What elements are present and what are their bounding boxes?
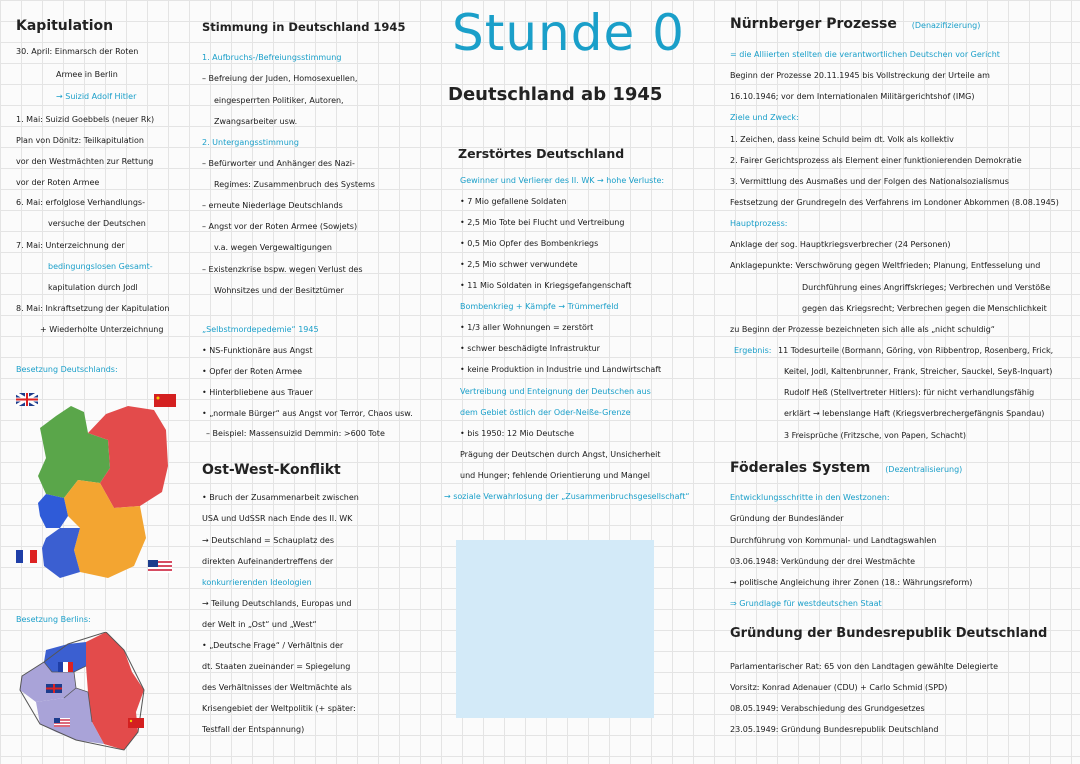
text-line: direkten Aufeinandertreffens der (202, 557, 334, 566)
text-line: des Verhältnisses der Weltmächte als (202, 683, 352, 692)
text-line: Festsetzung der Grundregeln des Verfahrens im Londoner Abkommen (8.08.1945) (730, 198, 1059, 207)
column-center (440, 0, 720, 764)
text-line: 03.06.1948: Verkündung der drei Westmächte (730, 557, 916, 566)
text-line: v.a. wegen Vergewaltigungen (214, 243, 332, 252)
text-line: – Befreiung der Juden, Homosexuellen, (202, 74, 358, 83)
text-line: 08.05.1949: Verabschiedung des Grundgesetzes (730, 704, 925, 713)
text-line: Anklagepunkte: Verschwörung gegen Weltfrieden; Planung, Entfesselung und (730, 261, 1041, 270)
text-line: • Bruch der Zusammenarbeit zwischen (202, 493, 359, 502)
text-line: Plan von Dönitz: Teilkapitulation (16, 136, 144, 145)
section-title-stimmung: Stimmung in Deutschland 1945 (202, 20, 406, 34)
occupation-germany-label: Besetzung Deutschlands: (16, 365, 118, 374)
text-line: bedingungslosen Gesamt- (48, 262, 153, 271)
text-line: Krisengebiet der Weltpolitik (+ später: (202, 704, 356, 713)
text-line: dt. Staaten zueinander = Spiegelung (202, 662, 351, 671)
section-title-ost-west: Ost-West-Konflikt (202, 462, 341, 478)
text-line: Vorsitz: Konrad Adenauer (CDU) + Carlo Schmid (SPD) (730, 683, 948, 692)
text-line: gegen das Kriegsrecht; Verbrechen gegen die Menschlichkeit (802, 304, 1047, 313)
text-line: → Suizid Adolf Hitler (56, 92, 137, 101)
text-line: → politische Angleichung ihrer Zonen (18.: Währungsreform) (730, 578, 973, 587)
text-line: • Opfer der Roten Armee (202, 367, 303, 376)
text-line: → Teilung Deutschlands, Europas und (202, 599, 352, 608)
text-line: Durchführung von Kommunal- und Landtagswahlen (730, 536, 937, 545)
text-line: Anklage der sog. Hauptkriegsverbrecher (24 Personen) (730, 240, 951, 249)
page-subtitle: Deutschland ab 1945 (448, 84, 663, 105)
text-line: dem Gebiet östlich der Oder-Neiße-Grenze (460, 408, 631, 417)
text-line: – erneute Niederlage Deutschlands (202, 201, 343, 210)
text-line: Keitel, Jodl, Kaltenbrunner, Frank, Streicher, Sauckel, Seyß-Inquart) (784, 367, 1053, 376)
text-line: „Selbstmordepedemie“ 1945 (202, 325, 319, 334)
image-placeholder (456, 540, 654, 718)
foederal-title-text: Föderales System (730, 460, 871, 476)
text-line: konkurrierenden Ideologien (202, 578, 312, 587)
column-prozesse (730, 0, 1075, 764)
flag-france-icon (16, 550, 37, 563)
text-line: Ziele und Zweck: (730, 113, 799, 122)
text-line: Beginn der Prozesse 20.11.1945 bis Vollstreckung der Urteile am (730, 71, 990, 80)
text-line: Wohnsitzes und der Besitztümer (214, 286, 344, 295)
text-line: 16.10.1946; vor dem Internationalen Militärgerichtshof (IMG) (730, 92, 975, 101)
text-line: 7. Mai: Unterzeichnung der (16, 241, 125, 250)
text-line: + Wiederholte Unterzeichnung (40, 325, 164, 334)
french-zone (38, 494, 68, 528)
text-line: 11 Todesurteile (Bormann, Göring, von Ribbentrop, Rosenberg, Frick, (778, 346, 1054, 355)
text-line: = die Alliierten stellten die verantwortlichen Deutschen vor Gericht (730, 50, 1000, 59)
text-line: – Angst vor der Roten Armee (Sowjets) (202, 222, 358, 231)
text-line: • bis 1950: 12 Mio Deutsche (460, 429, 575, 438)
text-line: • 11 Mio Soldaten in Kriegsgefangenschaft (460, 281, 632, 290)
text-line: → soziale Verwahrlosung der „Zusammenbruchsgesellschaft“ (444, 492, 690, 501)
text-line: • 2,5 Mio Tote bei Flucht und Vertreibung (460, 218, 625, 227)
text-line: Entwicklungsschritte in den Westzonen: (730, 493, 890, 502)
text-line: ⇒ Grundlage für westdeutschen Staat (730, 599, 882, 608)
text-line: • Hinterbliebene aus Trauer (202, 388, 313, 397)
text-line: 1. Zeichen, dass keine Schuld beim dt. Volk als kollektiv (730, 135, 954, 144)
text-line: Prägung der Deutschen durch Angst, Unsicherheit (460, 450, 661, 459)
text-line: • 7 Mio gefallene Soldaten (460, 197, 567, 206)
section-title-zerstoert: Zerstörtes Deutschland (458, 146, 625, 161)
section-title-foederal (730, 460, 962, 476)
berlin-flag-usa-icon (54, 718, 70, 727)
text-line: Rudolf Heß (Stellvertreter Hitlers): für nicht verhandlungsfähig (784, 388, 1035, 397)
text-line: 2. Untergangsstimmung (202, 138, 299, 147)
text-line: • 1/3 aller Wohnungen = zerstört (460, 323, 594, 332)
text-line: USA und UdSSR nach Ende des II. WK (202, 514, 353, 523)
column-stimmung (202, 0, 432, 764)
text-line: Hauptprozess: (730, 219, 788, 228)
text-line: vor der Roten Armee (16, 178, 100, 187)
text-line: • schwer beschädigte Infrastruktur (460, 344, 600, 353)
text-line: Zwangsarbeiter usw. (214, 117, 298, 126)
text-line: • „Deutsche Frage“ / Verhältnis der (202, 641, 344, 650)
nuernberg-title-text: Nürnberger Prozesse (730, 16, 897, 32)
text-line: zu Beginn der Prozesse bezeichneten sich alle als „nicht schuldig“ (730, 325, 995, 334)
flag-uk-icon (16, 393, 38, 406)
text-line: versuche der Deutschen (48, 219, 146, 228)
nuernberg-title-note: (Denazifizierung) (911, 21, 981, 30)
french-zone-south (42, 528, 80, 578)
text-line: 1. Aufbruchs-/Befreiungsstimmung (202, 53, 342, 62)
occupation-berlin-label: Besetzung Berlins: (16, 615, 91, 624)
text-line: kapitulation durch Jodl (48, 283, 138, 292)
text-line: → Deutschland = Schauplatz des (202, 536, 335, 545)
section-title-nuernberg (730, 16, 980, 32)
text-line: • 2,5 Mio schwer verwundete (460, 260, 578, 269)
text-line: – Existenzkrise bspw. wegen Verlust des (202, 265, 363, 274)
text-line: Gewinner und Verlierer des II. WK → hohe Verluste: (460, 176, 665, 185)
text-line: • NS-Funktionäre aus Angst (202, 346, 313, 355)
text-line: Ergebnis: (734, 346, 772, 355)
germany-occupation-map (16, 388, 186, 588)
text-line: Durchführung eines Angriffskrieges; Verbrechen und Verstöße (802, 283, 1051, 292)
text-line: Vertreibung und Enteignung der Deutschen aus (460, 387, 651, 396)
text-line: 23.05.1949: Gründung Bundesrepublik Deutschland (730, 725, 939, 734)
text-line: 3 Freisprüche (Fritzsche, von Papen, Schacht) (784, 431, 967, 440)
text-line: 2. Fairer Gerichtsprozess als Element einer funktionierenden Demokratie (730, 156, 1022, 165)
berlin-flag-france-icon (58, 662, 73, 672)
text-line: eingesperrten Politiker, Autoren, (214, 96, 344, 105)
text-line: 1. Mai: Suizid Goebbels (neuer Rk) (16, 115, 155, 124)
text-line: 8. Mai: Inkraftsetzung der Kapitulation (16, 304, 170, 313)
section-title-kapitulation: Kapitulation (16, 18, 114, 34)
page-title: Stunde 0 (452, 4, 685, 62)
text-line: • „normale Bürger“ aus Angst vor Terror, Chaos usw. (202, 409, 413, 418)
flag-usa-icon (148, 560, 172, 573)
column-kapitulation (16, 0, 196, 764)
text-line: der Welt in „Ost“ und „West“ (202, 620, 317, 629)
text-line: erklärt → lebenslange Haft (Kriegsverbrechergefängnis Spandau) (784, 409, 1045, 418)
text-line: Regimes: Zusammenbruch des Systems (214, 180, 375, 189)
text-line: 30. April: Einmarsch der Roten (16, 47, 139, 56)
text-line: • 0,5 Mio Opfer des Bombenkriegs (460, 239, 599, 248)
text-line: Parlamentarischer Rat: 65 von den Landtagen gewählte Delegierte (730, 662, 999, 671)
flag-ussr-icon (154, 394, 176, 407)
text-line: Gründung der Bundesländer (730, 514, 844, 523)
foederal-title-note: (Dezentralisierung) (885, 465, 963, 474)
text-line: • keine Produktion in Industrie und Landwirtschaft (460, 365, 662, 374)
berlin-flag-uk-icon (46, 684, 62, 693)
text-line: – Beispiel: Massensuizid Demmin: >600 Tote (206, 429, 385, 438)
text-line: und Hunger; fehlende Orientierung und Mangel (460, 471, 651, 480)
berlin-occupation-map (16, 632, 156, 757)
text-line: Bombenkrieg + Kämpfe → Trümmerfeld (460, 302, 619, 311)
text-line: 3. Vermittlung des Ausmaßes und der Folgen des Nationalsozialismus (730, 177, 1009, 186)
berlin-flag-ussr-icon (128, 718, 144, 728)
text-line: Testfall der Entspannung) (202, 725, 305, 734)
text-line: 6. Mai: erfolglose Verhandlungs- (16, 198, 145, 207)
text-line: – Befürworter und Anhänger des Nazi- (202, 159, 355, 168)
text-line: Armee in Berlin (56, 70, 118, 79)
section-title-brd: Gründung der Bundesrepublik Deutschland (730, 626, 1048, 641)
text-line: vor den Westmächten zur Rettung (16, 157, 154, 166)
